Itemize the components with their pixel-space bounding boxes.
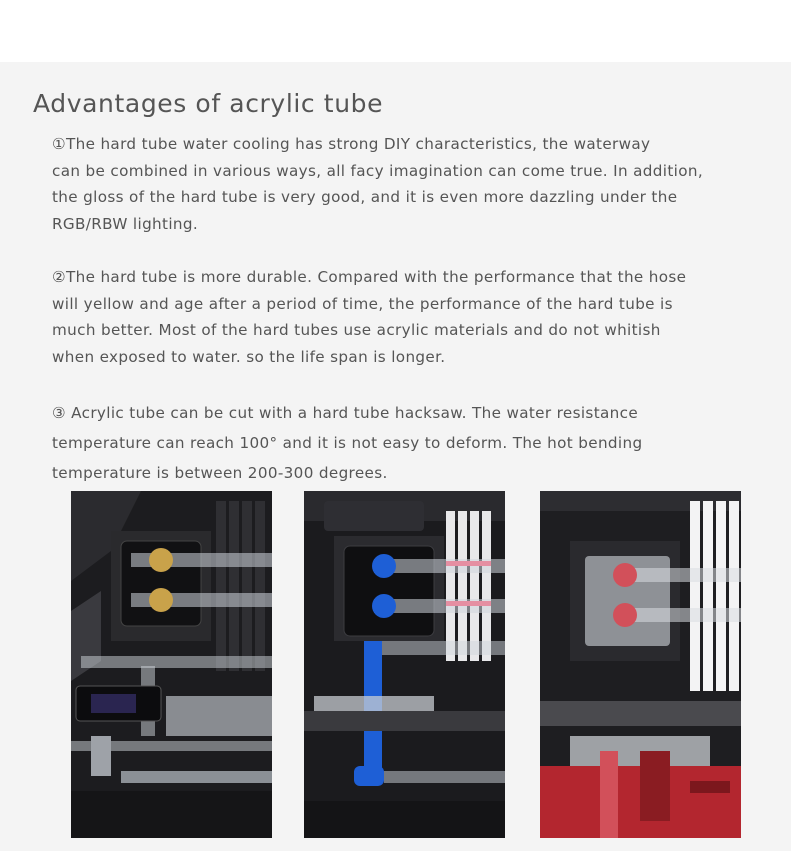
paragraph-1-line: can be combined in various ways, all facy imagination can come true. In addition, [52, 161, 704, 180]
paragraph-3-line: temperature is between 200-300 degrees. [52, 464, 388, 482]
paragraph-1-line: ①The hard tube water cooling has strong DIY characteristics, the waterway [52, 135, 651, 153]
paragraph-1-line: the gloss of the hard tube is very good, and it is even more dazzling under the [52, 188, 678, 207]
paragraph-3-line: temperature can reach 100° and it is not easy to deform. The hot bending [52, 434, 643, 452]
paragraph-1-line: RGB/RBW lighting. [52, 215, 199, 234]
paragraph-2 [52, 264, 752, 371]
paragraph-2-line: will yellow and age after a period of time, the performance of the hard tube is [52, 294, 673, 313]
fitting-gold [149, 548, 173, 572]
section-heading: Advantages of acrylic tube [33, 89, 384, 118]
paragraph-1 [52, 131, 752, 238]
paragraph-3-line: ③ Acrylic tube can be cut with a hard tube hacksaw. The water resistance [52, 404, 639, 422]
acrylic-tube-photo-red-fittings [540, 491, 741, 838]
acrylic-tube-photo-gold-fittings [71, 491, 272, 838]
paragraph-2-line: much better. Most of the hard tubes use acrylic materials and do not whitish [52, 321, 661, 340]
paragraph-2-line: ②The hard tube is more durable. Compared with the performance that the hose [52, 268, 687, 286]
paragraph-2-line: when exposed to water. so the life span is longer. [52, 348, 446, 367]
paragraph-3 [52, 398, 752, 488]
acrylic-tube-photo-blue-fittings [304, 491, 505, 838]
